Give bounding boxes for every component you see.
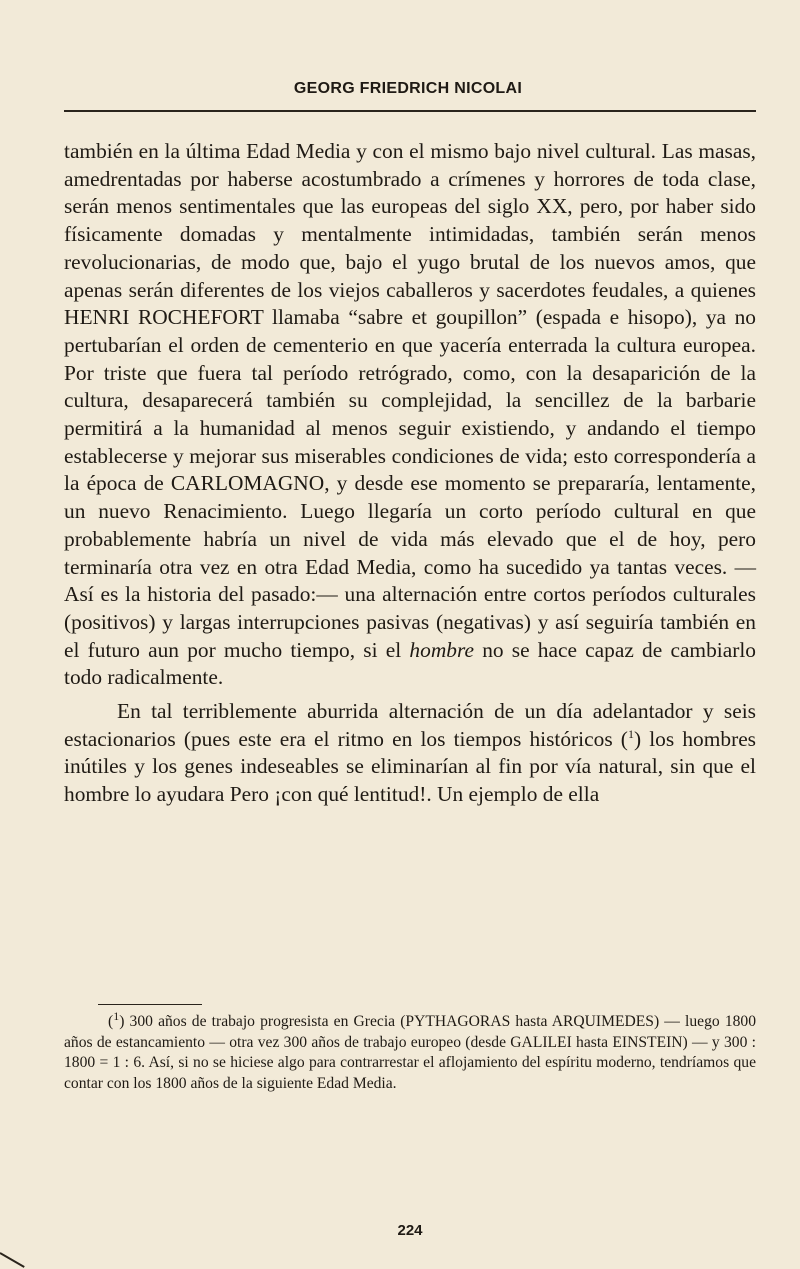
paragraph-1-text-a: también en la última Edad Media y con el mismo bajo nivel cultural. Las masas, amedrentadas por haberse acostumbrado a crímenes y horrores de toda clase, serán menos sentimentales que las europeas del siglo XX, pero, por haber sido físicamente domadas y mentalmente intimidadas, también serán menos revolucionarias, de modo que, bajo el yugo brutal de los nuevos amos, que apenas serán diferentes de los viejos caballeros y sacerdotes feudales, a quienes HENRI ROCHEFORT llamaba “sabre et goupillon” (espada e hisopo), ya no pertubarían el orden de cementerio en que yacería enterrada la cultura europea. Por triste que fuera tal período retrógrado, como, con la desaparición de la cultura, desaparecerá también su complejidad, la sencillez de la barbarie permitirá a la humanidad al menos seguir existiendo, y andando el tiempo establecerse y mejorar sus miserables condiciones de vida; esto correspondería a la época de CARLOMAGNO, y desde ese momento se prepararía, lentamente, un nuevo Renacimiento. Luego llegaría un corto período cultural en que probablemente habría un nivel de vida más elevado que el de hoy, pero terminaría otra vez en otra Edad Media, como ha sucedido ya tantas veces. —Así es la historia del pasado:— una alternación entre cortos períodos culturales (positivos) y largas interrupciones pasivas (negativas) y así seguiría también en el futuro aun por mucho tiempo, si el [64,139,756,662]
paragraph-2-text-a: En tal terriblemente aburrida alternación de un día adelantador y seis estacionarios (pues este era el ritmo en los tiempos históricos ( [64,699,756,751]
footnote-reference: 1 [627,726,634,741]
paragraph-2 [64,698,756,809]
running-header: GEORG FRIEDRICH NICOLAI [293,80,523,97]
header-rule [64,110,756,112]
page-number: 224 [397,1222,423,1239]
footnote-rule [98,1004,202,1005]
footnote-text: 300 años de trabajo progresista en Grecia (PYTHAGORAS hasta ARQUIMEDES) — luego 1800 años de estancamiento — otra vez 300 años de trabajo europeo (desde GALILEI hasta EINSTEIN) — y 300 : 1800 = 1 : 6. Así, si no se hiciese algo para contrarrestar el aflojamiento del espíritu moderno, tendríamos que contar con los 1800 años de la siguiente Edad Media. [64,1013,757,1092]
paragraph-1 [64,138,756,692]
italic-word-hombre: hombre [409,637,474,662]
scan-corner-mark [0,1252,25,1268]
paragraph-2-text-b: ) los hombres inútiles y los genes indeseables se eliminarían al fin por vía natural, sin que el hombre lo ayudara Pero ¡con qué lentitud!. Un ejemplo de ella [64,726,757,807]
main-text [64,138,756,809]
footnote-marker: 1 [113,1008,120,1023]
paragraph-1-text-b: no se hace capaz de cambiarlo todo radicalmente. [64,637,756,690]
footnote: ($^1$) 300 años de trabajo progresista en Grecia (PYTHAGORAS hasta ARQUIMEDES) — luego 1800 años de estancamiento — otra vez 300 años de trabajo europeo (desde GALILEI hasta EINSTEIN) — y 300 : 1800 = 1 : 6. Así, si no se hiciese algo para contrarrestar el aflojamiento del espíritu moderno, tendríamos que contar con los 1800 años de la siguiente Edad Media. [64,1008,757,1092]
